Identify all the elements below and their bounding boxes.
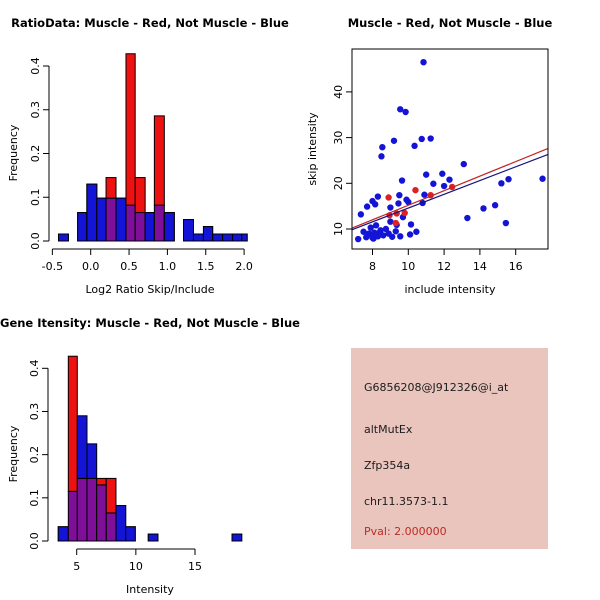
scatter-point-blue [393, 228, 399, 234]
hist-bar-blue [242, 234, 247, 241]
scatter-point-blue [441, 183, 447, 189]
hist-bar-blue [77, 416, 87, 479]
x-tick-label: -0.5 [41, 260, 64, 273]
scatter-point-blue [407, 231, 413, 237]
scatter-point-blue [461, 161, 467, 167]
x-axis-label: Intensity [126, 583, 174, 596]
hist-bar-blue [184, 220, 194, 241]
gene-histogram-plot [0, 300, 300, 600]
hist-bar-blue [58, 234, 68, 241]
x-tick-label: 2.0 [235, 260, 253, 273]
scatter-point-blue [397, 233, 403, 239]
scatter-point-blue [423, 171, 429, 177]
info-panel [351, 348, 548, 549]
scatter-point-blue [372, 201, 378, 207]
x-tick-label: 16 [508, 260, 523, 273]
y-tick-label: 0.2 [28, 445, 41, 464]
scatter-point-blue [408, 221, 414, 227]
hist-bar-blue [116, 506, 126, 541]
hist-bar-red [106, 478, 116, 513]
x-tick-label: 0.0 [81, 260, 100, 273]
scatter-point-blue [498, 180, 504, 186]
y-tick-label: 0.2 [29, 144, 42, 163]
y-tick-label: 0.0 [28, 532, 41, 550]
hist-bar-overlap [77, 478, 87, 541]
scatter-point-blue [539, 176, 545, 182]
x-tick-label: 15 [188, 560, 202, 573]
probe-id-text: G6856208@J912326@i_at [364, 381, 509, 394]
scatter-point-blue [375, 193, 381, 199]
scatter-point-blue [373, 222, 379, 228]
hist-bar-red [135, 178, 145, 213]
hist-bar-blue [58, 527, 68, 541]
hist-bar-overlap [87, 478, 97, 541]
scatter-point-blue [421, 192, 427, 198]
scatter-point-blue [379, 144, 385, 150]
hist-bar-red [68, 356, 77, 491]
y-tick-label: 20 [332, 176, 345, 191]
scatter-point-blue [389, 234, 395, 240]
y-axis-label: Frequency [7, 124, 20, 182]
gene-name-text: Zfp354a [364, 459, 411, 472]
scatter-point-blue [492, 202, 498, 208]
scatter-point-blue [446, 176, 452, 182]
hist-bar-red [154, 116, 164, 205]
x-tick-label: 0.5 [120, 260, 138, 273]
hist-bar-blue [87, 184, 97, 241]
y-axis-label: skip intensity [306, 112, 319, 186]
hist-bar-blue [145, 213, 154, 241]
scatter-point-blue [370, 235, 376, 241]
scatter-point-blue [480, 205, 486, 211]
scatter-point-blue [505, 176, 511, 182]
y-tick-label: 0.3 [29, 101, 42, 119]
hist-bar-overlap [68, 491, 77, 541]
scatter-point-blue [413, 229, 419, 235]
scatter-point-blue [439, 171, 445, 177]
x-tick-label: 14 [472, 260, 487, 273]
scatter-point-blue [403, 197, 409, 203]
scatter-panel [300, 0, 600, 300]
scatter-point-blue [396, 192, 402, 198]
regression-line-line_blue [352, 155, 548, 230]
scatter-point-blue [427, 135, 433, 141]
hist-bar-blue [116, 198, 126, 241]
chart-title: Muscle - Red, Not Muscle - Blue [347, 16, 553, 30]
scatter-point-red [412, 187, 418, 193]
scatter-point-blue [420, 59, 426, 65]
y-tick-label: 0.4 [28, 359, 41, 378]
x-axis-label: include intensity [404, 283, 496, 296]
x-tick-label: 10 [401, 260, 416, 273]
scatter-point-blue [430, 181, 436, 187]
y-tick-label: 0.4 [29, 57, 42, 75]
x-tick-label: 12 [437, 260, 452, 273]
y-tick-label: 0.1 [29, 188, 42, 206]
hist-bar-overlap [154, 205, 164, 241]
hist-bar-overlap [106, 513, 116, 541]
hist-bar-overlap [126, 205, 135, 241]
scatter-point-red [385, 194, 391, 200]
y-tick-label: 30 [332, 130, 345, 145]
hist-bar-overlap [97, 485, 107, 541]
scatter-point-blue [402, 109, 408, 115]
event-type-text: altMutEx [364, 423, 413, 436]
hist-bar-red [106, 178, 116, 199]
hist-bar-blue [148, 534, 158, 541]
y-tick-label: 0.3 [28, 402, 41, 421]
x-axis-label: Log2 Ratio Skip/Include [85, 283, 215, 296]
regression-line-line_red [352, 149, 548, 229]
x-tick-label: 10 [128, 560, 143, 573]
ratio-histogram-panel [0, 0, 300, 300]
y-tick-label: 0.1 [28, 489, 41, 507]
scatter-point-blue [399, 177, 405, 183]
x-tick-label: 1.0 [158, 260, 177, 273]
hist-bar-blue [233, 234, 242, 241]
y-axis-label: Frequency [7, 425, 20, 483]
scatter-plot [300, 0, 600, 300]
hist-bar-blue [97, 198, 106, 241]
x-tick-label: 8 [369, 260, 376, 273]
scatter-point-blue [464, 215, 470, 221]
pval-text: Pval: 2.000000 [364, 525, 447, 538]
x-tick-label: 1.5 [197, 260, 215, 273]
hist-bar-overlap [106, 198, 116, 241]
hist-bar-blue [126, 527, 136, 541]
scatter-point-red [393, 220, 399, 226]
y-tick-label: 0.0 [29, 232, 42, 250]
scatter-point-blue [364, 203, 370, 209]
scatter-point-blue [503, 220, 509, 226]
scatter-point-blue [391, 138, 397, 144]
scatter-point-blue [411, 143, 417, 149]
scatter-point-blue [387, 218, 393, 224]
y-tick-label: 40 [332, 84, 345, 99]
scatter-point-blue [395, 200, 401, 206]
hist-bar-blue [78, 213, 87, 241]
hist-bar-blue [213, 234, 223, 241]
chart-title: Gene Itensity: Muscle - Red, Not Muscle - Blue [0, 316, 300, 330]
hist-bar-blue [164, 213, 174, 241]
hist-bar-red [126, 54, 135, 205]
scatter-point-blue [358, 211, 364, 217]
chart-title: RatioData: Muscle - Red, Not Muscle - Blue [11, 16, 289, 30]
gene-histogram-panel [0, 300, 300, 600]
hist-bar-blue [232, 534, 242, 541]
scatter-point-blue [355, 236, 361, 242]
hist-bar-blue [87, 444, 97, 479]
hist-bar-blue [223, 234, 233, 241]
chromosome-location-text: chr11.3573-1.1 [364, 495, 449, 508]
y-tick-label: 10 [332, 222, 345, 236]
scatter-point-blue [376, 230, 382, 236]
hist-bar-blue [193, 234, 203, 241]
scatter-point-blue [387, 204, 393, 210]
hist-bar-overlap [135, 213, 145, 241]
scatter-point-blue [378, 153, 384, 159]
scatter-point-blue [419, 136, 425, 142]
hist-bar-red [97, 478, 107, 484]
hist-bar-blue [203, 227, 212, 241]
x-tick-label: 5 [73, 560, 81, 573]
ratio-histogram-plot [0, 0, 300, 300]
